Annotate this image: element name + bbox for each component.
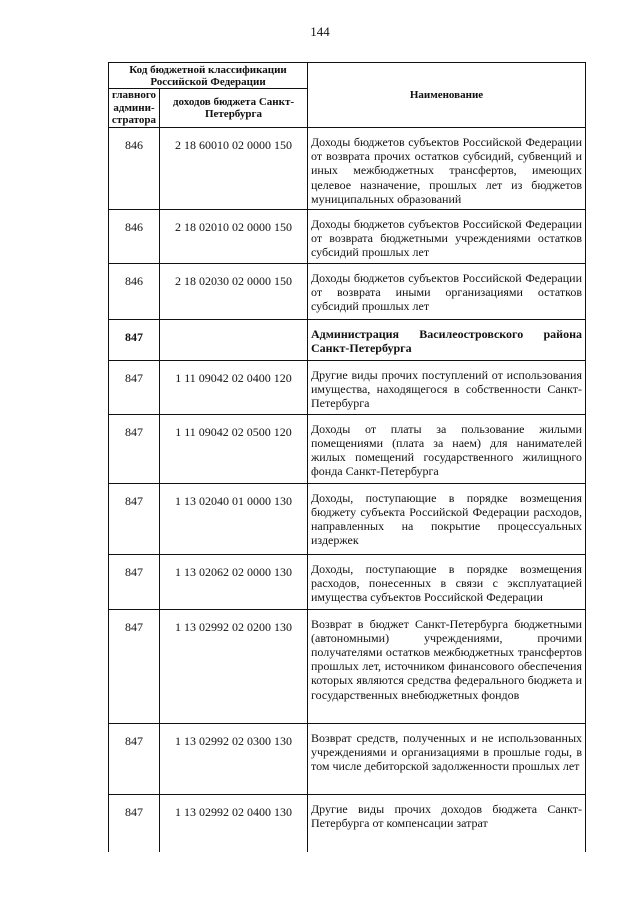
revenue-name: Доходы, поступающие в порядке возмещения бюджету субъекта Российской Федерации расходов, направленных на покрытие процессуальных издержек xyxy=(308,483,586,554)
revenue-name: Доходы бюджетов субъектов Российской Федерации от возврата иными организациями остатков субсидий прошлых лет xyxy=(308,263,586,319)
revenue-name: Возврат в бюджет Санкт-Петербурга бюджетными (автономными) учреждениями, прочими получателями остатков межбюджетных трансфертов прошлых лет, источником финансового обеспечения которых являются средства федерального бюджета и государственных внебюджетных фондов xyxy=(308,609,586,723)
table-row xyxy=(109,609,586,723)
budget-code: 2 18 02010 02 0000 150 xyxy=(160,210,308,264)
budget-code: 1 13 02992 02 0300 130 xyxy=(160,723,308,794)
admin-code: 847 xyxy=(109,554,160,609)
header-name: Наименование xyxy=(308,63,586,128)
admin-code: 847 xyxy=(109,319,160,360)
admin-code: 846 xyxy=(109,263,160,319)
admin-code: 847 xyxy=(109,723,160,794)
budget-code: 2 18 60010 02 0000 150 xyxy=(160,128,308,210)
admin-code: 847 xyxy=(109,794,160,854)
revenue-name: Администрация Василеостровского района Санкт-Петербурга xyxy=(308,319,586,360)
revenue-name: Другие виды прочих доходов бюджета Санкт-Петербурга от компенсации затрат xyxy=(308,794,586,854)
budget-code xyxy=(160,319,308,360)
admin-code: 846 xyxy=(109,128,160,210)
revenue-name: Доходы, поступающие в порядке возмещения расходов, понесенных в связи с эксплуатацией имущества субъектов Российской Федерации xyxy=(308,554,586,609)
table-row xyxy=(109,319,586,360)
admin-code: 847 xyxy=(109,483,160,554)
header-admin: главного админи-стратора xyxy=(109,89,160,128)
table-row xyxy=(109,794,586,854)
budget-code: 1 11 09042 02 0400 120 xyxy=(160,360,308,414)
header-code-group: Код бюджетной классификации Российской Федерации xyxy=(109,63,308,89)
budget-code: 1 13 02062 02 0000 130 xyxy=(160,554,308,609)
table-row xyxy=(109,414,586,483)
table-row xyxy=(109,723,586,794)
table-row xyxy=(109,263,586,319)
admin-code: 846 xyxy=(109,210,160,264)
budget-code: 1 13 02040 01 0000 130 xyxy=(160,483,308,554)
table-row xyxy=(109,554,586,609)
table-row xyxy=(109,210,586,264)
revenue-name: Доходы бюджетов субъектов Российской Федерации от возврата бюджетными учреждениями остатков субсидий прошлых лет xyxy=(308,210,586,264)
budget-code: 1 13 02992 02 0400 130 xyxy=(160,794,308,854)
budget-classification-table xyxy=(108,62,586,855)
revenue-name: Возврат средств, полученных и не использованных учреждениями и организациями в прошлые годы, в том числе дебиторской задолженности прошлых лет xyxy=(308,723,586,794)
revenue-name: Доходы бюджетов субъектов Российской Федерации от возврата прочих остатков субсидий, субвенций и иных межбюджетных трансфертов, имеющих целевое назначение, прошлых лет из бюджетов муниципальных образований xyxy=(308,128,586,210)
admin-code: 847 xyxy=(109,414,160,483)
table-row xyxy=(109,483,586,554)
budget-code: 1 11 09042 02 0500 120 xyxy=(160,414,308,483)
revenue-name: Другие виды прочих поступлений от использования имущества, находящегося в собственности Санкт-Петербурга xyxy=(308,360,586,414)
page-bottom-margin xyxy=(108,852,586,905)
revenue-name: Доходы от платы за пользование жилыми помещениями (плата за наем) для нанимателей жилых помещений государственного жилищного фонда Санкт-Петербурга xyxy=(308,414,586,483)
table-row xyxy=(109,128,586,210)
page-number: 144 xyxy=(310,24,330,39)
header-revenue: доходов бюджета Санкт-Петербурга xyxy=(160,89,308,128)
budget-code: 2 18 02030 02 0000 150 xyxy=(160,263,308,319)
admin-code: 847 xyxy=(109,360,160,414)
budget-code: 1 13 02992 02 0200 130 xyxy=(160,609,308,723)
admin-code: 847 xyxy=(109,609,160,723)
table-row xyxy=(109,360,586,414)
